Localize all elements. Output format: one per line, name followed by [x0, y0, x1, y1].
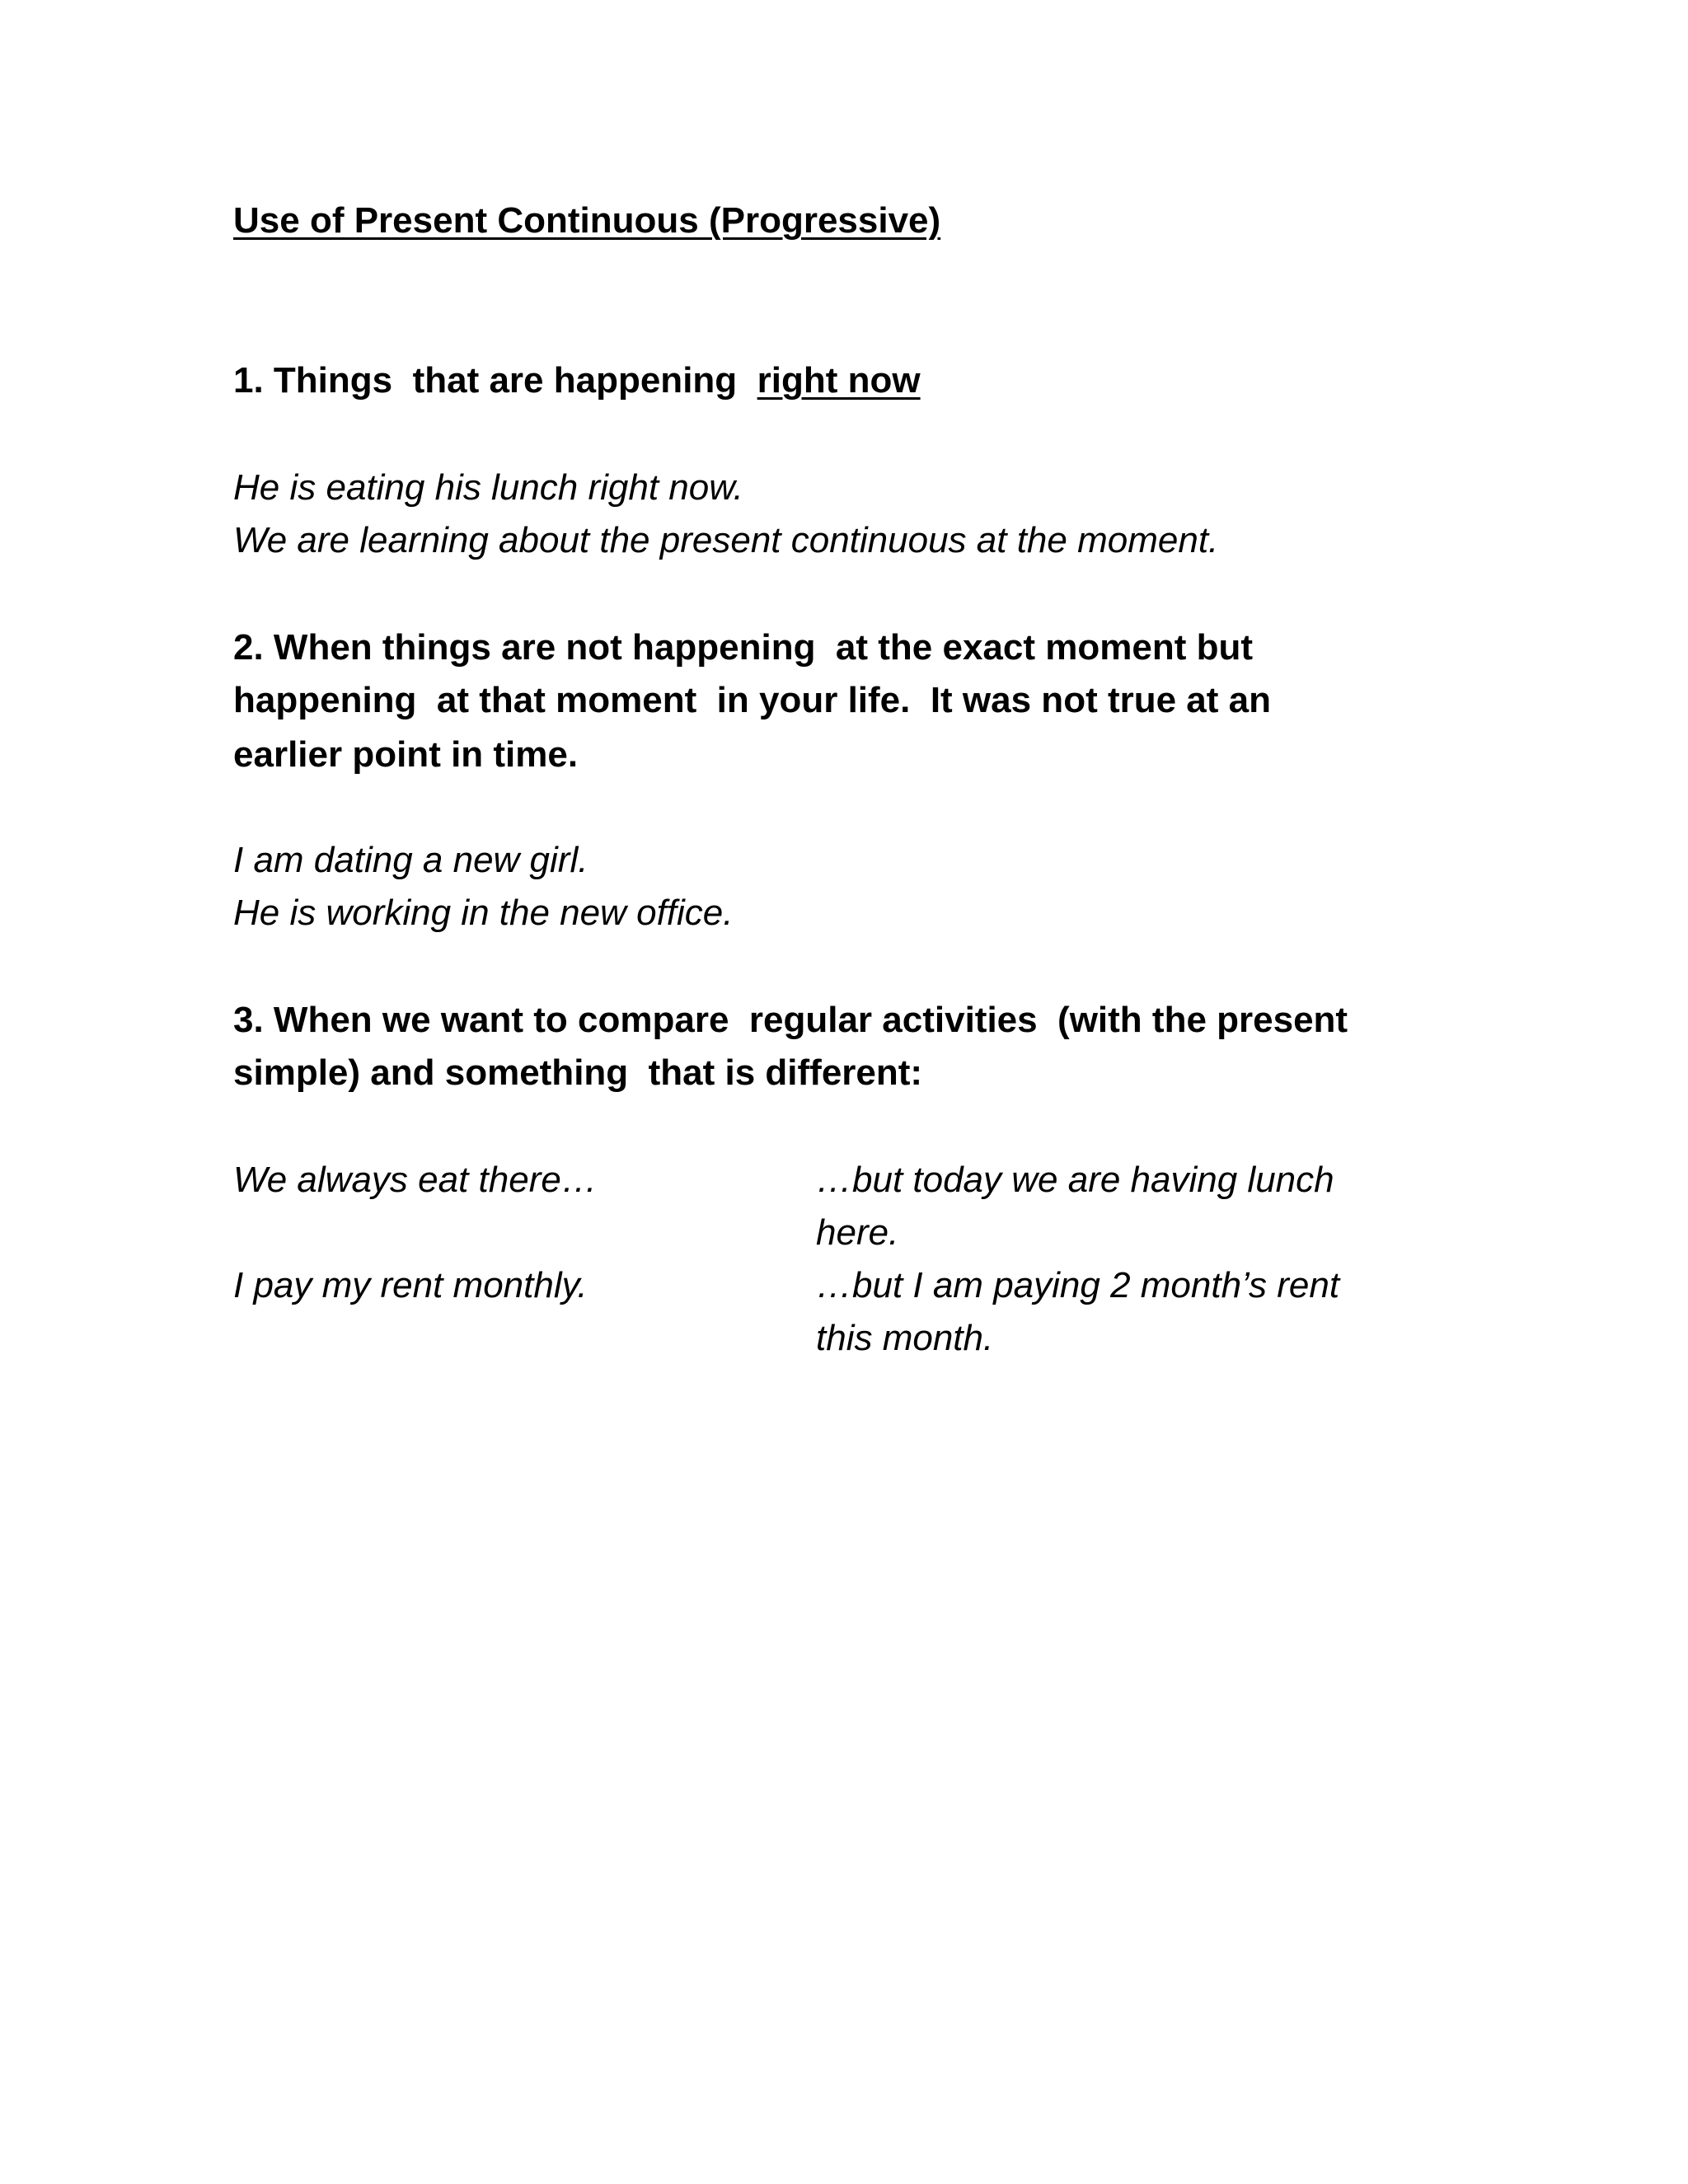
section-2-example-2: He is working in the new office.	[233, 893, 734, 933]
section-2-example-1: I am dating a new girl.	[233, 840, 588, 880]
comparison-left-2: I pay my rent monthly.	[233, 1265, 588, 1305]
section-2-heading-line-2: happening at that moment in your life. It was not true at an	[233, 680, 1271, 720]
page-title: Use of Present Continuous (Progressive)	[233, 200, 941, 241]
section-2-heading-line-3: earlier point in time.	[233, 734, 579, 775]
section-1-heading-text: 1. Things that are happening	[233, 360, 757, 401]
section-1-heading	[233, 354, 921, 407]
comparison-right-2-line-1: …but I am paying 2 month’s rent	[816, 1265, 1340, 1305]
section-1-example-2: We are learning about the present continuous at the moment.	[233, 520, 1219, 560]
comparison-right-1-line-1: …but today we are having lunch	[816, 1160, 1334, 1200]
comparison-left-1: We always eat there…	[233, 1160, 598, 1200]
comparison-right-2-line-2: this month.	[816, 1318, 994, 1358]
section-3-heading-line-2: simple) and something that is different:	[233, 1052, 923, 1093]
section-3-heading-line-1: 3. When we want to compare regular activities (with the present	[233, 1000, 1348, 1040]
section-1-heading-underlined: right now	[757, 360, 921, 401]
comparison-right-1-line-2: here.	[816, 1212, 899, 1253]
section-1-example-1: He is eating his lunch right now.	[233, 467, 743, 508]
section-2-heading-line-1: 2. When things are not happening at the exact moment but	[233, 627, 1253, 668]
